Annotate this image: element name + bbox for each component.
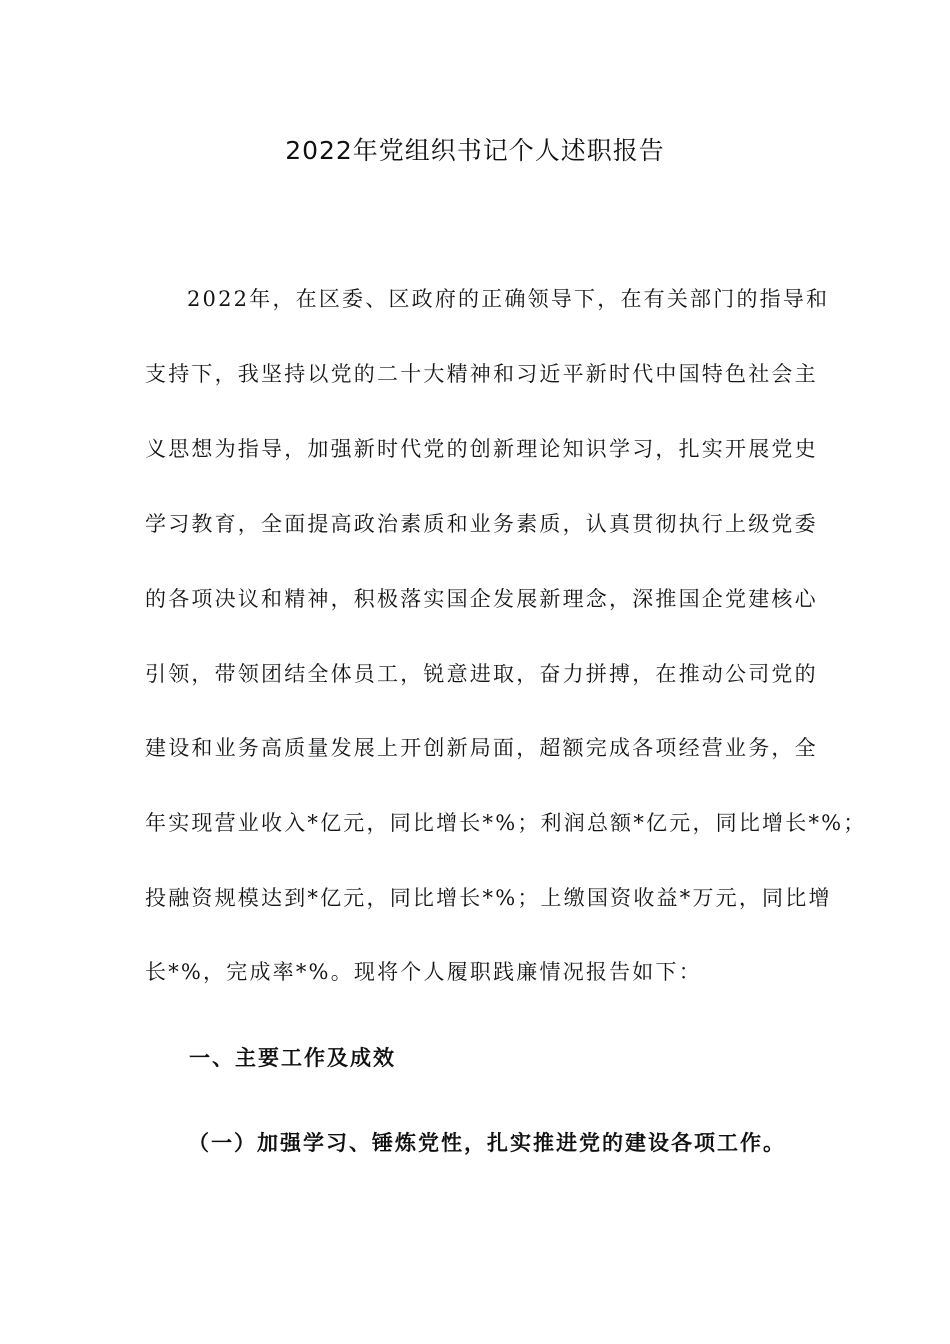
document-title: 2022年党组织书记个人述职报告 bbox=[285, 136, 665, 165]
paragraph-line: 长*%，完成率*%。现将个人履职践廉情况报告如下： bbox=[145, 960, 702, 984]
paragraph-line: 年实现营业收入*亿元，同比增长*%；利润总额*亿元，同比增长*%； bbox=[145, 811, 867, 835]
subsection-heading: （一）加强学习、锤炼党性，扎实推进党的建设各项工作。 bbox=[188, 1130, 786, 1155]
paragraph-line: 学习教育，全面提高政治素质和业务素质，认真贯彻执行上级党委 bbox=[145, 512, 818, 536]
paragraph-line: 支持下，我坚持以党的二十大精神和习近平新时代中国特色社会主 bbox=[145, 362, 818, 386]
paragraph-line: 的各项决议和精神，积极落实国企发展新理念，深推国企党建核心 bbox=[145, 587, 818, 611]
paragraph-line: 建设和业务高质量发展上开创新局面，超额完成各项经营业务，全 bbox=[145, 736, 818, 760]
paragraph-line: 2022年，在区委、区政府的正确领导下，在有关部门的指导和 bbox=[187, 287, 830, 311]
paragraph-line: 引领，带领团结全体员工，锐意进取，奋力拼搏，在推动公司党的 bbox=[145, 662, 818, 686]
paragraph-line: 投融资规模达到*亿元，同比增长*%；上缴国资收益*万元，同比增 bbox=[145, 886, 832, 910]
paragraph-line: 义思想为指导，加强新时代党的创新理论知识学习，扎实开展党史 bbox=[145, 437, 818, 461]
section-heading: 一、主要工作及成效 bbox=[189, 1045, 396, 1070]
